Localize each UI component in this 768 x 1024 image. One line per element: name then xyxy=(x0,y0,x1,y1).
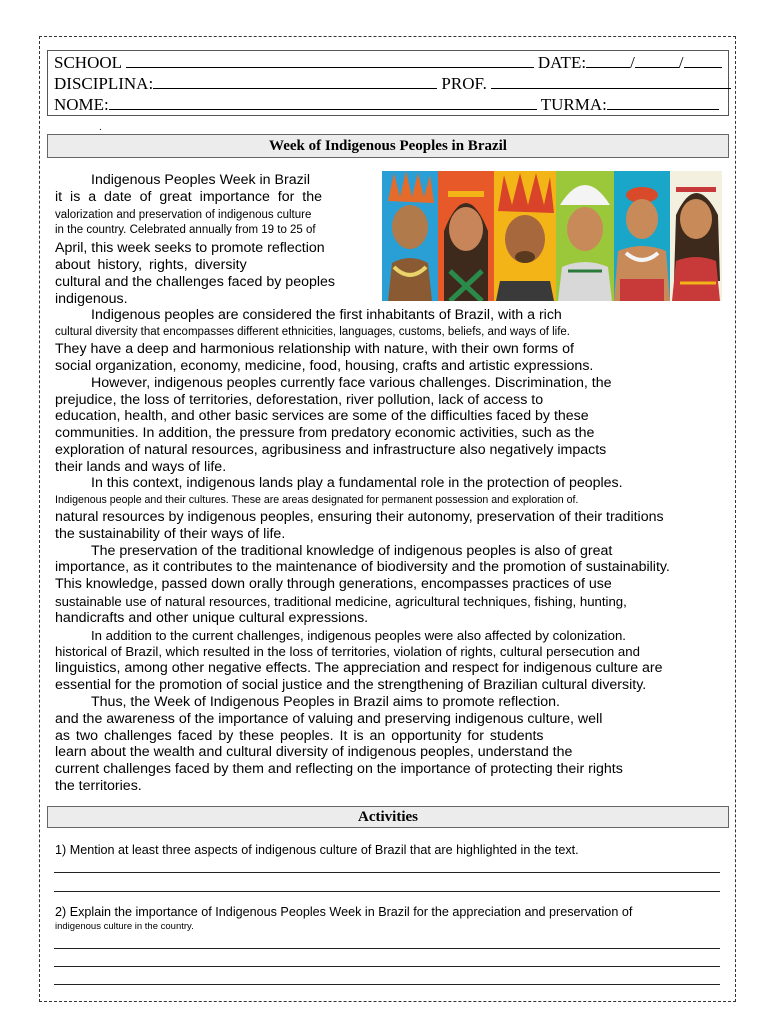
date-sep-1: / xyxy=(630,53,635,72)
text-line: April, this week seeks to promote reflection xyxy=(55,240,325,256)
disciplina-label: DISCIPLINA: xyxy=(54,74,154,93)
text-line: exploration of natural resources, agribusiness and infrastructure also negatively impacts xyxy=(55,442,607,458)
text-line: learn about the wealth and cultural diversity of indigenous peoples, understand the xyxy=(55,744,573,760)
text-line: indigenous. xyxy=(55,291,128,307)
text-line: social organization, economy, medicine, food, housing, crafts and artistic expressions. xyxy=(55,358,594,374)
text-line: In addition to the current challenges, indigenous peoples were also affected by colonization. xyxy=(91,628,626,643)
figure-1 xyxy=(382,171,438,301)
page-title: Week of Indigenous Peoples in Brazil xyxy=(47,134,729,158)
prof-label: PROF. xyxy=(441,74,487,93)
text-line: historical of Brazil, which resulted in the loss of territories, violation of rights, cultural persecution and xyxy=(55,644,640,659)
question-2-continued: indigenous culture in the country. xyxy=(55,921,194,932)
date-year-field[interactable] xyxy=(684,53,722,68)
question-2: 2) Explain the importance of Indigenous Peoples Week in Brazil for the appreciation and preservation of xyxy=(55,905,633,919)
stray-mark: . xyxy=(99,122,102,133)
indigenous-people-illustration-icon xyxy=(382,171,722,301)
answer-line[interactable] xyxy=(54,966,720,967)
answer-line[interactable] xyxy=(54,948,720,949)
text-line: handicrafts and other unique cultural expressions. xyxy=(55,610,369,626)
text-line: as two challenges faced by these peoples. It is an opportunity for students xyxy=(55,728,544,744)
date-sep-2: / xyxy=(678,53,684,72)
text-line: The preservation of the traditional knowledge of indigenous peoples is also of great xyxy=(91,543,613,559)
header-row-school xyxy=(54,53,722,73)
school-field[interactable] xyxy=(126,53,534,68)
text-line: prejudice, the loss of territories, deforestation, river pollution, lack of access to xyxy=(55,392,544,408)
text-line: linguistics, among other negative effects. The appreciation and respect for indigenous culture are xyxy=(55,660,663,676)
turma-label: TURMA: xyxy=(540,95,607,114)
text-line: the territories. xyxy=(55,778,142,794)
text-line: valorization and preservation of indigenous culture xyxy=(55,209,312,221)
date-day-field[interactable] xyxy=(586,53,630,68)
text-line: about history, rights, diversity xyxy=(55,257,247,273)
activities-heading: Activities xyxy=(47,806,729,828)
answer-line[interactable] xyxy=(54,891,720,892)
text-line: Indigenous Peoples Week in Brazil xyxy=(91,172,310,188)
text-line: in the country. Celebrated annually from 19 to 25 of xyxy=(55,224,316,236)
text-line: cultural diversity that encompasses different ethnicities, languages, customs, beliefs, and ways of life. xyxy=(55,326,570,338)
text-line: essential for the promotion of social justice and the strengthening of Brazilian cultural diversity. xyxy=(55,677,647,693)
header-row-disciplina xyxy=(54,74,731,94)
question-1: 1) Mention at least three aspects of indigenous culture of Brazil that are highlighted in the text. xyxy=(55,843,579,857)
nome-label: NOME: xyxy=(54,95,109,114)
nome-field[interactable] xyxy=(109,95,537,110)
text-line: current challenges faced by them and reflecting on the importance of protecting their rights xyxy=(55,761,623,777)
header-row-nome xyxy=(54,95,719,115)
figure-3 xyxy=(494,171,556,301)
figure-5 xyxy=(614,171,670,301)
text-line: This knowledge, passed down orally through generations, encompasses practices of use xyxy=(55,576,612,592)
answer-line[interactable] xyxy=(54,872,720,873)
figure-6 xyxy=(670,171,722,301)
text-line: However, indigenous peoples currently face various challenges. Discrimination, the xyxy=(91,375,612,391)
prof-field[interactable] xyxy=(491,74,731,89)
date-label: DATE: xyxy=(537,53,587,72)
text-line: Thus, the Week of Indigenous Peoples in Brazil aims to promote reflection. xyxy=(91,694,560,710)
text-line: importance, as it contributes to the maintenance of biodiversity and the promotion of sustainability. xyxy=(55,559,670,575)
text-line: their lands and ways of life. xyxy=(55,459,227,475)
school-label: SCHOOL xyxy=(54,53,122,72)
text-line: In this context, indigenous lands play a fundamental role in the protection of peoples. xyxy=(91,475,623,491)
text-line: sustainable use of natural resources, traditional medicine, agricultural techniques, fishing, hunting, xyxy=(55,594,627,609)
text-line: it is a date of great importance for the xyxy=(55,189,323,205)
date-month-field[interactable] xyxy=(635,53,679,68)
text-line: education, health, and other basic services are some of the difficulties faced by these xyxy=(55,408,589,424)
figure-4 xyxy=(556,171,614,301)
text-line: natural resources by indigenous peoples, ensuring their autonomy, preservation of their traditions xyxy=(55,509,664,525)
text-line: Indigenous peoples are considered the first inhabitants of Brazil, with a rich xyxy=(91,307,562,323)
text-line: and the awareness of the importance of valuing and preserving indigenous culture, well xyxy=(55,711,603,727)
text-line: communities. In addition, the pressure from predatory economic activities, such as the xyxy=(55,425,595,441)
disciplina-field[interactable] xyxy=(153,74,437,89)
figure-2 xyxy=(438,171,494,301)
text-line: They have a deep and harmonious relationship with nature, with their own forms of xyxy=(55,341,574,357)
answer-line[interactable] xyxy=(54,984,720,985)
text-line: cultural and the challenges faced by peoples xyxy=(55,274,336,290)
turma-field[interactable] xyxy=(607,95,719,110)
text-line: the sustainability of their ways of life. xyxy=(55,526,286,542)
text-line: Indigenous people and their cultures. These are areas designated for permanent possession and exploration of. xyxy=(55,494,579,506)
